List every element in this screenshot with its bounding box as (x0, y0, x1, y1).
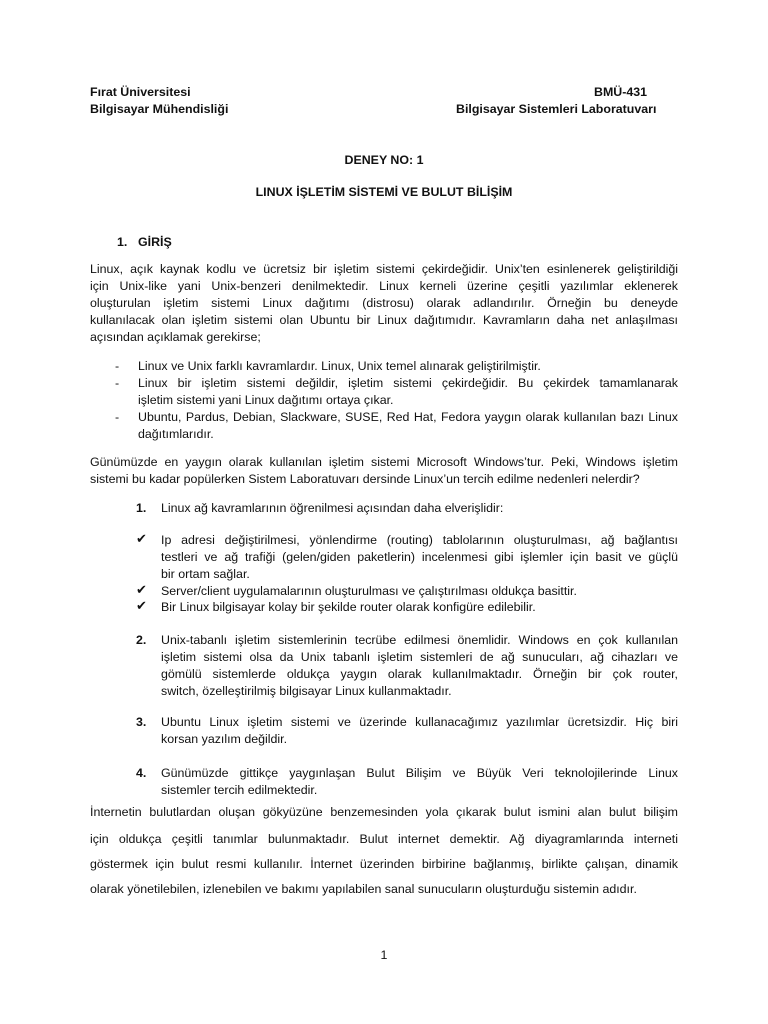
checkmark-icon: ✔ (136, 598, 147, 613)
dash-item-text: Linux bir işletim sistemi değildir, işletim sistemi çekirdeğidir. Bu çekirdek tamamlanarak (138, 376, 678, 390)
intro-line: oluşturulan işletim sistemi Linux dağıtımı (distrosu) olarak adlandırılır. Örneğin bu deneyde (90, 296, 678, 310)
reason-text: gömülü sistemlerde oldukça yaygın olarak kullanılmaktadır. Örneğin bir çok router, (161, 667, 678, 681)
section-heading: GİRİŞ (138, 235, 172, 249)
check-item-text: bir ortam sağlar. (161, 567, 250, 581)
dash-marker: - (115, 359, 120, 373)
dash-marker: - (115, 376, 120, 390)
intro-line: Linux, açık kaynak kodlu ve ücretsiz bir işletim sistemi çekirdeğidir. Unix’ten esinlenerek geliştirildiği (90, 262, 678, 276)
dash-marker: - (115, 410, 120, 424)
reason-number: 4. (136, 766, 147, 780)
check-item-text: Ip adresi değiştirilmesi, yönlendirme (routing) tablolarının oluşturulması, ağ bağlantısı (161, 533, 678, 547)
check-item-text: Server/client uygulamalarının oluşturulması ve çalıştırılması oldukça basittir. (161, 584, 577, 598)
checkmark-icon: ✔ (136, 531, 147, 546)
check-item-text: testleri ve ağ trafiği (gelen/giden paketlerin) incelenmesi gibi işlemler için basit ve güçlü (161, 550, 678, 564)
question-line: sistemi bu kadar popülerken Sistem Laboratuvarı dersinde Linux’un tercih edilme nedenleri nelerdir? (90, 472, 640, 486)
question-line: Günümüzde en yaygın olarak kullanılan işletim sistemi Microsoft Windows’tur. Peki, Windows işletim (90, 455, 678, 469)
intro-line: açısından açıklamak gerekirse; (90, 330, 261, 344)
page-number: 1 (380, 948, 388, 962)
reason-text: işletim sistemi olsa da Unix tabanlı işletim sistemleri de ağ sunucuları, ağ cihazları ve (161, 650, 678, 664)
check-item-text: Bir Linux bilgisayar kolay bir şekilde router olarak konfigüre edilebilir. (161, 600, 536, 614)
lab-name: Bilgisayar Sistemleri Laboratuvarı (456, 102, 657, 116)
cloud-line: İnternetin bulutlardan oluşan gökyüzüne benzemesinden yola çıkarak bulut ismini alan bulut bilişim (90, 805, 678, 819)
dash-item-text: Ubuntu, Pardus, Debian, Slackware, SUSE, Red Hat, Fedora yaygın olarak kullanılan bazı Linux (138, 410, 678, 424)
reason-text: switch, özelleştirilmiş bilgisayar Linux kullanmaktadır. (161, 684, 452, 698)
cloud-line: göstermek için bulut resmi kullanılır. İnternet üzerinden birbirine bağlanmış, birlikte çalışan, dinamik (90, 857, 678, 871)
reason-text: Günümüzde gittikçe yaygınlaşan Bulut Bilişim ve Büyük Veri teknolojilerinde Linux (161, 766, 678, 780)
reason-number: 2. (136, 633, 147, 647)
cloud-line: için oldukça çeşitli tanımlar bulunmaktadır. Bulut internet demektir. Ağ diyagramlarında interneti (90, 832, 678, 846)
checkmark-icon: ✔ (136, 582, 147, 597)
intro-line: kullanılacak olan işletim sistemi olan Ubuntu bir Linux dağıtımıdır. Kavramların daha net anlaşılması (90, 313, 678, 327)
reason-number: 3. (136, 715, 147, 729)
reason-text: Unix-tabanlı işletim sistemlerinin tecrübe edilmesi önemlidir. Windows en çok kullanılan (161, 633, 678, 647)
dash-item-text: Linux ve Unix farklı kavramlardır. Linux, Unix temel alınarak geliştirilmiştir. (138, 359, 541, 373)
section-number: 1. (117, 235, 128, 249)
document-title: LINUX İŞLETİM SİSTEMİ VE BULUT BİLİŞİM (255, 185, 513, 199)
intro-line: için Unix-like yani Unix-benzeri denilmektedir. Linux kerneli üzerine çeşitli yazılımlar eklenerek (90, 279, 678, 293)
course-code: BMÜ-431 (594, 85, 648, 99)
department-name: Bilgisayar Mühendisliği (90, 102, 229, 116)
university-name: Fırat Üniversitesi (90, 85, 191, 99)
cloud-line: olarak yönetilebilen, izlenebilen ve bakımı yapılabilen sanal sunucuların oluşturduğu sistemin adıdır. (90, 882, 637, 896)
reason-text: korsan yazılım değildir. (161, 732, 288, 746)
reason-text: sistemler tercih edilmektedir. (161, 783, 318, 797)
dash-item-text: işletim sistemi yani Linux dağıtımı ortaya çıkar. (138, 393, 394, 407)
reason-text: Ubuntu Linux işletim sistemi ve üzerinde kullanacağımız yazılımlar ücretsizdir. Hiç biri (161, 715, 678, 729)
experiment-number: DENEY NO: 1 (344, 153, 424, 167)
dash-item-text: dağıtımlarıdır. (138, 427, 214, 441)
reason-text: Linux ağ kavramlarının öğrenilmesi açısından daha elverişlidir: (161, 501, 504, 515)
reason-number: 1. (136, 501, 147, 515)
